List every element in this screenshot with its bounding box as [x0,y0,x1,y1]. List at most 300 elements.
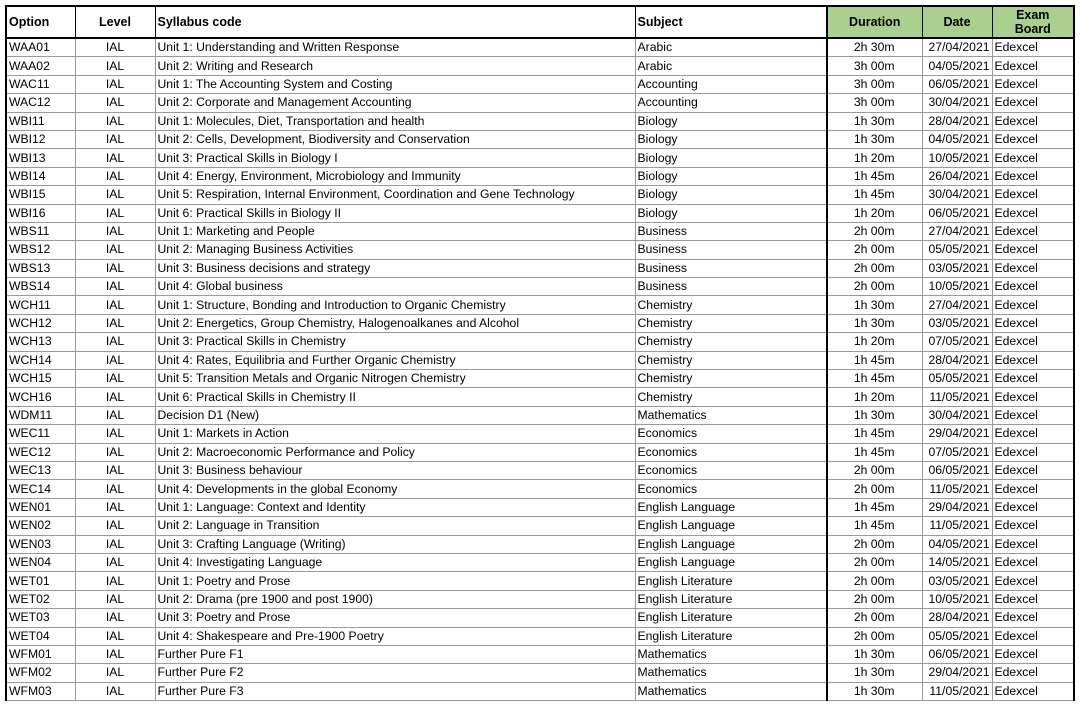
cell-option[interactable]: WBI16 [6,204,75,222]
cell-board[interactable]: Edexcel [992,535,1074,553]
cell-duration[interactable]: 2h 00m [827,241,922,259]
cell-board[interactable]: Edexcel [992,222,1074,240]
cell-syllabus[interactable]: Unit 3: Crafting Language (Writing) [155,535,635,553]
cell-syllabus[interactable]: Unit 2: Corporate and Management Accounting [155,94,635,112]
cell-subject[interactable]: English Language [635,553,827,571]
cell-duration[interactable]: 1h 45m [827,370,922,388]
cell-option[interactable]: WET04 [6,627,75,645]
cell-subject[interactable]: Biology [635,186,827,204]
cell-option[interactable]: WCH15 [6,370,75,388]
cell-duration[interactable]: 1h 30m [827,682,922,700]
header-row [6,6,1074,38]
cell-duration[interactable]: 1h 30m [827,130,922,148]
cell-duration[interactable]: 2h 00m [827,553,922,571]
cell-level[interactable]: IAL [75,590,155,608]
cell-duration[interactable]: 2h 00m [827,590,922,608]
cell-subject[interactable]: Business [635,222,827,240]
cell-duration[interactable]: 1h 20m [827,388,922,406]
cell-date[interactable]: 10/05/2021 [922,149,992,167]
cell-subject[interactable]: Biology [635,112,827,130]
cell-date[interactable]: 30/04/2021 [922,94,992,112]
cell-duration[interactable]: 1h 45m [827,517,922,535]
cell-subject[interactable]: Chemistry [635,351,827,369]
table-row [6,535,1074,553]
cell-option[interactable]: WBS11 [6,222,75,240]
cell-option[interactable]: WFM03 [6,682,75,700]
cell-level[interactable]: IAL [75,535,155,553]
cell-option[interactable]: WAC11 [6,75,75,93]
cell-duration[interactable]: 2h 00m [827,259,922,277]
cell-option[interactable]: WAA01 [6,38,75,57]
cell-board[interactable]: Edexcel [992,149,1074,167]
cell-board[interactable]: Edexcel [992,388,1074,406]
table-row [6,75,1074,93]
cell-board[interactable]: Edexcel [992,553,1074,571]
cell-level[interactable]: IAL [75,130,155,148]
cell-duration[interactable]: 2h 30m [827,38,922,57]
cell-syllabus[interactable]: Unit 2: Cells, Development, Biodiversity and Conservation [155,130,635,148]
cell-level[interactable]: IAL [75,186,155,204]
cell-syllabus[interactable]: Unit 6: Practical Skills in Biology II [155,204,635,222]
table-row [6,406,1074,424]
header-date[interactable]: Date [922,6,992,38]
cell-date[interactable]: 04/05/2021 [922,130,992,148]
cell-date[interactable]: 11/05/2021 [922,517,992,535]
cell-level[interactable]: IAL [75,314,155,332]
cell-date[interactable]: 06/05/2021 [922,461,992,479]
cell-board[interactable]: Edexcel [992,645,1074,663]
cell-board[interactable]: Edexcel [992,94,1074,112]
cell-date[interactable]: 10/05/2021 [922,590,992,608]
table-row [6,112,1074,130]
cell-syllabus[interactable]: Further Pure F2 [155,664,635,682]
cell-syllabus[interactable]: Unit 1: Structure, Bonding and Introduction to Organic Chemistry [155,296,635,314]
table-row [6,553,1074,571]
table-row [6,204,1074,222]
cell-date[interactable]: 14/05/2021 [922,553,992,571]
cell-level[interactable]: IAL [75,425,155,443]
cell-subject[interactable]: Economics [635,443,827,461]
cell-board[interactable]: Edexcel [992,278,1074,296]
cell-date[interactable]: 03/05/2021 [922,572,992,590]
cell-board[interactable]: Edexcel [992,57,1074,75]
table-row [6,296,1074,314]
cell-date[interactable]: 04/05/2021 [922,535,992,553]
cell-syllabus[interactable]: Unit 5: Respiration, Internal Environment, Coordination and Gene Technology [155,186,635,204]
cell-subject[interactable]: Mathematics [635,682,827,700]
cell-syllabus[interactable]: Unit 4: Global business [155,278,635,296]
cell-subject[interactable]: Chemistry [635,333,827,351]
cell-level[interactable]: IAL [75,682,155,700]
cell-duration[interactable]: 1h 30m [827,664,922,682]
cell-subject[interactable]: Economics [635,461,827,479]
table-row [6,167,1074,185]
cell-syllabus[interactable]: Unit 2: Language in Transition [155,517,635,535]
cell-level[interactable]: IAL [75,517,155,535]
cell-duration[interactable]: 2h 00m [827,627,922,645]
cell-level[interactable]: IAL [75,443,155,461]
cell-board[interactable]: Edexcel [992,425,1074,443]
cell-date[interactable]: 11/05/2021 [922,388,992,406]
cell-board[interactable]: Edexcel [992,75,1074,93]
cell-date[interactable]: 07/05/2021 [922,443,992,461]
cell-board[interactable]: Edexcel [992,241,1074,259]
cell-date[interactable]: 28/04/2021 [922,112,992,130]
cell-syllabus[interactable]: Further Pure F3 [155,682,635,700]
table-row [6,572,1074,590]
cell-level[interactable]: IAL [75,38,155,57]
header-duration[interactable]: Duration [827,6,922,38]
cell-syllabus[interactable]: Unit 3: Business behaviour [155,461,635,479]
cell-syllabus[interactable]: Unit 2: Macroeconomic Performance and Policy [155,443,635,461]
cell-level[interactable]: IAL [75,351,155,369]
cell-level[interactable]: IAL [75,149,155,167]
cell-syllabus[interactable]: Unit 3: Business decisions and strategy [155,259,635,277]
cell-level[interactable]: IAL [75,204,155,222]
cell-duration[interactable]: 2h 00m [827,278,922,296]
cell-board[interactable]: Edexcel [992,443,1074,461]
table-row [6,38,1074,57]
cell-board[interactable]: Edexcel [992,461,1074,479]
cell-option[interactable]: WBS13 [6,259,75,277]
table-row [6,388,1074,406]
cell-option[interactable]: WEC11 [6,425,75,443]
cell-board[interactable]: Edexcel [992,130,1074,148]
table-row [6,222,1074,240]
cell-level[interactable]: IAL [75,296,155,314]
table-row [6,425,1074,443]
cell-option[interactable]: WCH11 [6,296,75,314]
cell-duration[interactable]: 2h 00m [827,480,922,498]
cell-board[interactable]: Edexcel [992,259,1074,277]
cell-subject[interactable]: English Literature [635,609,827,627]
cell-syllabus[interactable]: Unit 2: Writing and Research [155,57,635,75]
cell-board[interactable]: Edexcel [992,38,1074,57]
header-option[interactable]: Option [6,6,75,38]
cell-option[interactable]: WEN03 [6,535,75,553]
cell-option[interactable]: WEC14 [6,480,75,498]
cell-date[interactable]: 28/04/2021 [922,351,992,369]
cell-level[interactable]: IAL [75,645,155,663]
table-row [6,498,1074,516]
cell-board[interactable]: Edexcel [992,517,1074,535]
cell-subject[interactable]: Arabic [635,57,827,75]
cell-option[interactable]: WBI14 [6,167,75,185]
cell-option[interactable]: WBS14 [6,278,75,296]
cell-date[interactable]: 27/04/2021 [922,296,992,314]
table-row [6,645,1074,663]
table-row [6,94,1074,112]
cell-duration[interactable]: 3h 00m [827,57,922,75]
cell-duration[interactable]: 1h 45m [827,186,922,204]
cell-option[interactable]: WEC12 [6,443,75,461]
cell-date[interactable]: 29/04/2021 [922,425,992,443]
cell-duration[interactable]: 3h 00m [827,94,922,112]
exam-timetable [5,5,1075,701]
cell-syllabus[interactable]: Unit 1: Markets in Action [155,425,635,443]
cell-level[interactable]: IAL [75,388,155,406]
cell-subject[interactable]: English Language [635,535,827,553]
cell-syllabus[interactable]: Unit 2: Managing Business Activities [155,241,635,259]
cell-board[interactable]: Edexcel [992,627,1074,645]
cell-syllabus[interactable]: Unit 2: Drama (pre 1900 and post 1900) [155,590,635,608]
cell-date[interactable]: 11/05/2021 [922,480,992,498]
cell-date[interactable]: 07/05/2021 [922,333,992,351]
table-row [6,443,1074,461]
cell-syllabus[interactable]: Unit 2: Energetics, Group Chemistry, Halogenoalkanes and Alcohol [155,314,635,332]
cell-level[interactable]: IAL [75,572,155,590]
cell-duration[interactable]: 1h 20m [827,204,922,222]
cell-level[interactable]: IAL [75,167,155,185]
table-row [6,517,1074,535]
table-row [6,333,1074,351]
cell-option[interactable]: WAA02 [6,57,75,75]
cell-duration[interactable]: 2h 00m [827,609,922,627]
cell-duration[interactable]: 2h 00m [827,461,922,479]
cell-board[interactable]: Edexcel [992,406,1074,424]
table-row [6,480,1074,498]
cell-date[interactable]: 28/04/2021 [922,609,992,627]
cell-option[interactable]: WFM02 [6,664,75,682]
cell-option[interactable]: WEN02 [6,517,75,535]
table-row [6,186,1074,204]
cell-subject[interactable]: English Literature [635,590,827,608]
cell-subject[interactable]: English Literature [635,627,827,645]
cell-board[interactable]: Edexcel [992,609,1074,627]
cell-subject[interactable]: Accounting [635,94,827,112]
cell-date[interactable]: 05/05/2021 [922,370,992,388]
cell-level[interactable]: IAL [75,94,155,112]
cell-duration[interactable]: 2h 00m [827,572,922,590]
cell-syllabus[interactable]: Unit 3: Poetry and Prose [155,609,635,627]
cell-syllabus[interactable]: Unit 4: Developments in the global Economy [155,480,635,498]
cell-subject[interactable]: Biology [635,149,827,167]
cell-option[interactable]: WCH16 [6,388,75,406]
cell-duration[interactable]: 1h 30m [827,314,922,332]
cell-board[interactable]: Edexcel [992,572,1074,590]
cell-syllabus[interactable]: Unit 1: Molecules, Diet, Transportation and health [155,112,635,130]
cell-date[interactable]: 27/04/2021 [922,222,992,240]
cell-syllabus[interactable]: Unit 1: Marketing and People [155,222,635,240]
cell-date[interactable]: 27/04/2021 [922,38,992,57]
cell-syllabus[interactable]: Unit 4: Energy, Environment, Microbiology and Immunity [155,167,635,185]
table-row [6,682,1074,700]
header-exam-board-line1: Exam [1016,8,1050,22]
cell-subject[interactable]: Business [635,241,827,259]
cell-option[interactable]: WBI15 [6,186,75,204]
cell-board[interactable]: Edexcel [992,296,1074,314]
cell-board[interactable]: Edexcel [992,498,1074,516]
cell-syllabus[interactable]: Unit 1: Language: Context and Identity [155,498,635,516]
cell-duration[interactable]: 1h 45m [827,443,922,461]
cell-syllabus[interactable]: Unit 3: Practical Skills in Biology I [155,149,635,167]
table-row [6,351,1074,369]
cell-level[interactable]: IAL [75,609,155,627]
cell-level[interactable]: IAL [75,241,155,259]
cell-option[interactable]: WET02 [6,590,75,608]
table-row [6,370,1074,388]
cell-option[interactable]: WEN01 [6,498,75,516]
cell-syllabus[interactable]: Further Pure F1 [155,645,635,663]
cell-level[interactable]: IAL [75,664,155,682]
cell-date[interactable]: 05/05/2021 [922,627,992,645]
cell-board[interactable]: Edexcel [992,351,1074,369]
cell-subject[interactable]: Mathematics [635,645,827,663]
header-exam-board[interactable] [992,6,1074,38]
cell-date[interactable]: 06/05/2021 [922,645,992,663]
cell-date[interactable]: 29/04/2021 [922,664,992,682]
cell-duration[interactable]: 2h 00m [827,222,922,240]
cell-level[interactable]: IAL [75,498,155,516]
cell-duration[interactable]: 1h 30m [827,296,922,314]
cell-option[interactable]: WEC13 [6,461,75,479]
cell-date[interactable]: 03/05/2021 [922,259,992,277]
cell-subject[interactable]: Chemistry [635,296,827,314]
table-row [6,461,1074,479]
cell-option[interactable]: WCH14 [6,351,75,369]
cell-syllabus[interactable]: Unit 5: Transition Metals and Organic Nitrogen Chemistry [155,370,635,388]
cell-board[interactable]: Edexcel [992,664,1074,682]
cell-date[interactable]: 30/04/2021 [922,186,992,204]
cell-option[interactable]: WBI12 [6,130,75,148]
cell-date[interactable]: 29/04/2021 [922,498,992,516]
cell-subject[interactable]: Chemistry [635,370,827,388]
cell-option[interactable]: WFM01 [6,645,75,663]
cell-duration[interactable]: 1h 45m [827,167,922,185]
cell-board[interactable]: Edexcel [992,167,1074,185]
cell-subject[interactable]: Accounting [635,75,827,93]
table-row [6,314,1074,332]
table-row [6,627,1074,645]
cell-option[interactable]: WCH12 [6,314,75,332]
header-exam-board-line2: Board [1014,22,1051,36]
cell-syllabus[interactable]: Unit 4: Rates, Equilibria and Further Organic Chemistry [155,351,635,369]
cell-duration[interactable]: 1h 30m [827,406,922,424]
table-row [6,590,1074,608]
cell-subject[interactable]: Business [635,259,827,277]
cell-level[interactable]: IAL [75,333,155,351]
cell-level[interactable]: IAL [75,461,155,479]
cell-level[interactable]: IAL [75,480,155,498]
table-row [6,259,1074,277]
cell-level[interactable]: IAL [75,57,155,75]
cell-level[interactable]: IAL [75,112,155,130]
cell-date[interactable]: 03/05/2021 [922,314,992,332]
table-row [6,278,1074,296]
cell-level[interactable]: IAL [75,75,155,93]
cell-duration[interactable]: 1h 30m [827,112,922,130]
header-subject[interactable]: Subject [635,6,827,38]
cell-subject[interactable]: Mathematics [635,664,827,682]
cell-board[interactable]: Edexcel [992,314,1074,332]
cell-board[interactable]: Edexcel [992,480,1074,498]
cell-subject[interactable]: English Language [635,498,827,516]
table-row [6,57,1074,75]
cell-syllabus[interactable]: Unit 1: The Accounting System and Costing [155,75,635,93]
cell-syllabus[interactable]: Unit 3: Practical Skills in Chemistry [155,333,635,351]
cell-board[interactable]: Edexcel [992,112,1074,130]
table-row [6,664,1074,682]
table-row [6,609,1074,627]
cell-option[interactable]: WBS12 [6,241,75,259]
cell-board[interactable]: Edexcel [992,370,1074,388]
cell-option[interactable]: WCH13 [6,333,75,351]
cell-option[interactable]: WET01 [6,572,75,590]
cell-subject[interactable]: Arabic [635,38,827,57]
cell-syllabus[interactable]: Unit 4: Investigating Language [155,553,635,571]
cell-subject[interactable]: English Literature [635,572,827,590]
cell-option[interactable]: WBI13 [6,149,75,167]
cell-duration[interactable]: 1h 45m [827,498,922,516]
cell-board[interactable]: Edexcel [992,682,1074,700]
cell-level[interactable]: IAL [75,222,155,240]
cell-option[interactable]: WAC12 [6,94,75,112]
cell-syllabus[interactable]: Decision D1 (New) [155,406,635,424]
cell-duration[interactable]: 1h 20m [827,333,922,351]
cell-level[interactable]: IAL [75,370,155,388]
cell-subject[interactable]: Biology [635,204,827,222]
cell-syllabus[interactable]: Unit 6: Practical Skills in Chemistry II [155,388,635,406]
cell-board[interactable]: Edexcel [992,186,1074,204]
cell-duration[interactable]: 1h 45m [827,351,922,369]
cell-date[interactable]: 11/05/2021 [922,682,992,700]
table-row [6,241,1074,259]
table-row [6,149,1074,167]
table-body [6,38,1074,701]
cell-date[interactable]: 06/05/2021 [922,204,992,222]
cell-level[interactable]: IAL [75,627,155,645]
header-level[interactable]: Level [75,6,155,38]
cell-board[interactable]: Edexcel [992,590,1074,608]
cell-subject[interactable]: Economics [635,425,827,443]
cell-duration[interactable]: 1h 45m [827,425,922,443]
cell-subject[interactable]: Biology [635,167,827,185]
cell-option[interactable]: WET03 [6,609,75,627]
cell-option[interactable]: WBI11 [6,112,75,130]
table-row [6,130,1074,148]
cell-option[interactable]: WDM11 [6,406,75,424]
cell-syllabus[interactable]: Unit 1: Poetry and Prose [155,572,635,590]
cell-subject[interactable]: Biology [635,130,827,148]
cell-level[interactable]: IAL [75,259,155,277]
cell-subject[interactable]: Chemistry [635,388,827,406]
cell-subject[interactable]: Business [635,278,827,296]
cell-board[interactable]: Edexcel [992,204,1074,222]
cell-date[interactable]: 10/05/2021 [922,278,992,296]
cell-board[interactable]: Edexcel [992,333,1074,351]
cell-duration[interactable]: 2h 00m [827,535,922,553]
cell-date[interactable]: 04/05/2021 [922,57,992,75]
cell-syllabus[interactable]: Unit 1: Understanding and Written Response [155,38,635,57]
cell-option[interactable]: WEN04 [6,553,75,571]
cell-level[interactable]: IAL [75,553,155,571]
cell-duration[interactable]: 1h 20m [827,149,922,167]
cell-level[interactable]: IAL [75,406,155,424]
cell-date[interactable]: 30/04/2021 [922,406,992,424]
cell-level[interactable]: IAL [75,278,155,296]
cell-duration[interactable]: 1h 30m [827,645,922,663]
header-syllabus-code[interactable]: Syllabus code [155,6,635,38]
cell-subject[interactable]: English Language [635,517,827,535]
cell-syllabus[interactable]: Unit 4: Shakespeare and Pre-1900 Poetry [155,627,635,645]
cell-subject[interactable]: Economics [635,480,827,498]
cell-subject[interactable]: Mathematics [635,406,827,424]
cell-date[interactable]: 26/04/2021 [922,167,992,185]
cell-date[interactable]: 05/05/2021 [922,241,992,259]
cell-subject[interactable]: Chemistry [635,314,827,332]
cell-date[interactable]: 06/05/2021 [922,75,992,93]
cell-duration[interactable]: 3h 00m [827,75,922,93]
